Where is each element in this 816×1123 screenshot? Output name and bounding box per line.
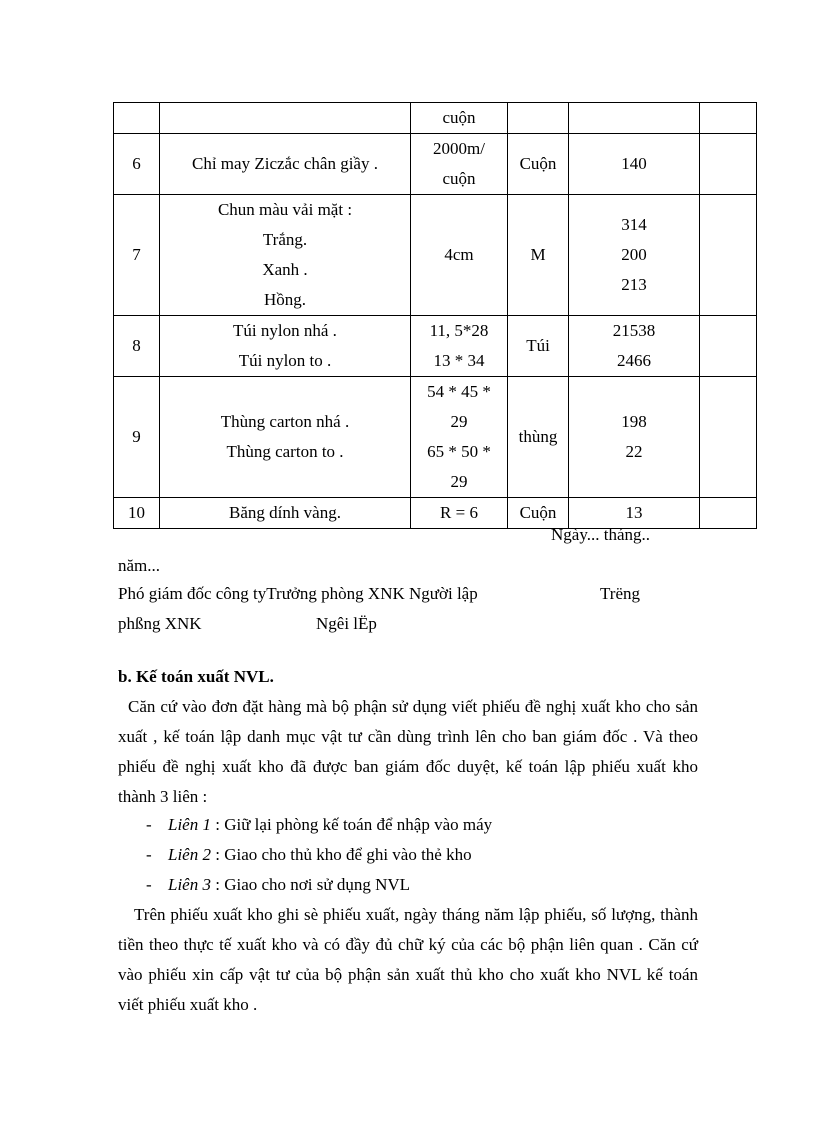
cell-qty	[569, 498, 700, 529]
cell-spec-line: 65 * 50 *	[427, 442, 491, 461]
table-row	[114, 195, 757, 316]
cell-extra	[700, 195, 757, 316]
cell-qty-line: 2466	[617, 351, 651, 370]
table-row	[114, 103, 757, 134]
table-row	[114, 377, 757, 498]
cell-spec	[411, 498, 508, 529]
cell-name	[160, 134, 411, 195]
cell-spec	[411, 134, 508, 195]
cell-name-line: Băng dính vàng.	[229, 503, 341, 522]
cell-name	[160, 103, 411, 134]
signatures-line-1: Phó giám đốc công tyTrưởng phòng XNK Người lập	[118, 584, 478, 603]
cell-name-line: Thùng carton to .	[226, 442, 344, 461]
cell-spec-line: 11, 5*28	[429, 321, 489, 340]
cell-qty	[569, 195, 700, 316]
cell-name-line: Túi nylon nhá .	[233, 321, 337, 340]
cell-unit: thùng	[508, 377, 569, 498]
cell-spec	[411, 377, 508, 498]
cell-name-line: Thùng carton nhá .	[220, 412, 350, 431]
bullet-dash: -	[146, 845, 152, 864]
bullet-item	[146, 875, 410, 895]
cell-name-line: Túi nylon to .	[238, 351, 332, 370]
cell-extra	[700, 103, 757, 134]
bullet-label: Liên 3	[168, 875, 211, 894]
cell-unit: Cuộn	[508, 134, 569, 195]
cell-qty-line: 213	[621, 275, 647, 294]
cell-qty-line: 13	[625, 503, 643, 522]
paragraph-1: Căn cứ vào đơn đặt hàng mà bộ phận sử dụng viết phiếu đề nghị xuất kho cho sản xuất , kế toán lập danh mục vật tư cần dùng trình lên cho ban giám đốc . Và theo phiếu đề nghị xuất kho đã được ban giám đốc duyệt, kế toán lập phiếu xuất kho thành 3 liên :	[118, 697, 698, 806]
cell-qty	[569, 134, 700, 195]
cell-qty	[569, 316, 700, 377]
cell-name-line: Chun màu vải mặt :	[217, 200, 353, 219]
cell-name-line: Chỉ may Ziczắc chân giầy .	[192, 154, 378, 173]
cell-stt: 7	[114, 195, 160, 316]
cell-unit: Túi	[508, 316, 569, 377]
table-row	[114, 316, 757, 377]
cell-stt: 8	[114, 316, 160, 377]
bullet-text: : Giao cho nơi sử dụng NVL	[215, 875, 411, 894]
bullet-label: Liên 2	[168, 845, 211, 864]
year-line: năm...	[118, 556, 161, 575]
cell-name-line: Hồng.	[263, 290, 307, 309]
cell-qty-line: 140	[621, 154, 647, 173]
cell-qty	[569, 103, 700, 134]
table-row	[114, 498, 757, 529]
cell-spec-line: 13 * 34	[433, 351, 485, 370]
cell-name	[160, 498, 411, 529]
bullet-dash: -	[146, 875, 152, 894]
cell-spec-line: 4cm	[444, 245, 474, 264]
cell-name	[160, 195, 411, 316]
cell-spec-line: R = 6	[440, 503, 478, 522]
section-heading: b. Kế toán xuất NVL.	[118, 667, 274, 686]
cell-name-line: Xanh .	[262, 260, 308, 279]
signatures-line-2a: phßng XNK	[118, 614, 202, 633]
cell-extra	[700, 134, 757, 195]
signatures-line-2b: Ngêi lËp	[316, 614, 377, 633]
cell-stt	[114, 103, 160, 134]
cell-extra	[700, 377, 757, 498]
cell-name	[160, 316, 411, 377]
cell-spec-line: cuộn	[442, 169, 476, 188]
materials-table	[113, 102, 757, 529]
cell-stt: 6	[114, 134, 160, 195]
bullet-text: : Giữ lại phòng kế toán để nhập vào máy	[215, 815, 493, 834]
bullet-item	[146, 815, 492, 835]
cell-spec-line: 29	[450, 412, 468, 431]
cell-unit: Cuộn	[508, 498, 569, 529]
cell-qty-line: 200	[621, 245, 647, 264]
cell-qty	[569, 377, 700, 498]
cell-unit: M	[508, 195, 569, 316]
date-line: Ngày... tháng..	[551, 525, 650, 544]
cell-stt: 10	[114, 498, 160, 529]
cell-spec-line: 2000m/	[433, 139, 485, 158]
cell-extra	[700, 498, 757, 529]
cell-qty-line: 22	[625, 442, 643, 461]
cell-spec	[411, 316, 508, 377]
cell-stt: 9	[114, 377, 160, 498]
cell-qty-line: 198	[621, 412, 647, 431]
cell-qty-line: 314	[621, 215, 647, 234]
bullet-dash: -	[146, 815, 152, 834]
cell-unit	[508, 103, 569, 134]
paragraph-2: Trên phiếu xuất kho ghi sè phiếu xuất, ngày tháng năm lập phiếu, số lượng, thành tiền theo thực tế xuất kho và có đầy đủ chữ ký của các bộ phận liên quan . Căn cứ vào phiếu xin cấp vật tư của bộ phận sản xuất thủ kho cho xuất kho NVL kế toán viết phiếu xuất kho .	[118, 905, 698, 1014]
cell-spec	[411, 195, 508, 316]
cell-name-line: Trắng.	[262, 230, 308, 249]
bullet-item	[146, 845, 472, 865]
cell-spec-line: cuộn	[442, 108, 476, 127]
cell-name	[160, 377, 411, 498]
bullet-label: Liên 1	[168, 815, 211, 834]
signatures-truong: Trëng	[600, 584, 640, 603]
cell-spec-line: 54 * 45 *	[427, 382, 491, 401]
table-row	[114, 134, 757, 195]
cell-extra	[700, 316, 757, 377]
cell-spec-line: 29	[450, 472, 468, 491]
cell-spec	[411, 103, 508, 134]
cell-qty-line: 21538	[612, 321, 656, 340]
bullet-text: : Giao cho thủ kho để ghi vào thẻ kho	[215, 845, 472, 864]
